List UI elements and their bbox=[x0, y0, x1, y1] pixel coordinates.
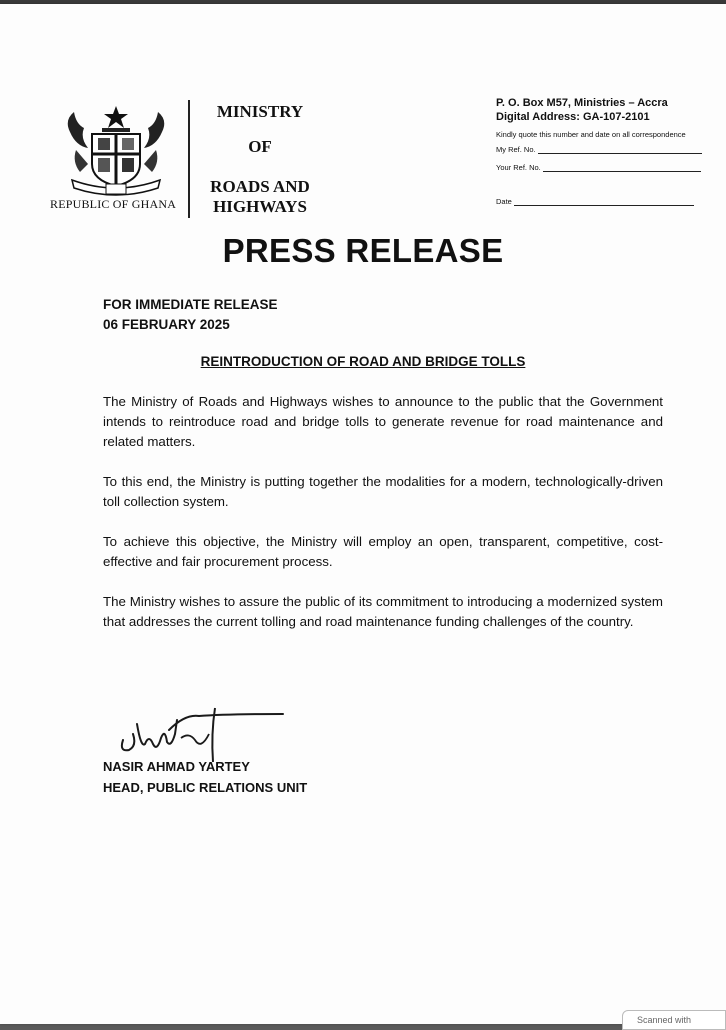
country-name: REPUBLIC OF GHANA bbox=[50, 197, 177, 211]
ministry-line: OF bbox=[248, 137, 272, 156]
release-body bbox=[103, 392, 663, 652]
date-label: Date bbox=[496, 197, 512, 206]
postal-address: P. O. Box M57, Ministries – Accra bbox=[496, 97, 668, 109]
handwritten-signature bbox=[115, 704, 285, 764]
your-ref-line bbox=[543, 163, 701, 172]
quote-note: Kindly quote this number and date on all correspondence bbox=[496, 130, 686, 139]
my-ref-label: My Ref. No. bbox=[496, 145, 536, 154]
address-block bbox=[496, 96, 702, 206]
release-info bbox=[103, 295, 278, 335]
scanner-watermark: Scanned with bbox=[622, 1010, 726, 1030]
subject-text: REINTRODUCTION OF ROAD AND BRIDGE TOLLS bbox=[200, 354, 526, 369]
signatory-name: NASIR AHMAD YARTEY bbox=[103, 759, 250, 774]
letterhead-divider bbox=[188, 100, 190, 218]
subject-heading bbox=[0, 353, 726, 371]
ministry-line: HIGHWAYS bbox=[213, 197, 307, 216]
digital-address: Digital Address: GA-107-2101 bbox=[496, 111, 650, 123]
your-ref-label: Your Ref. No. bbox=[496, 163, 541, 172]
body-paragraph: To achieve this objective, the Ministry will employ an open, transparent, competitive, cost-effective and fair procurement process. bbox=[103, 534, 663, 569]
signatory-position: HEAD, PUBLIC RELATIONS UNIT bbox=[103, 780, 308, 795]
date-field bbox=[496, 197, 702, 206]
document-title: PRESS RELEASE bbox=[222, 232, 504, 269]
body-paragraph: The Ministry of Roads and Highways wishes to announce to the public that the Government intends to reintroduce road and bridge tolls to generate revenue for road maintenance and related matters. bbox=[103, 394, 663, 449]
signatory-block bbox=[103, 756, 307, 798]
release-date: 06 FEBRUARY 2025 bbox=[103, 317, 230, 332]
body-paragraph: The Ministry wishes to assure the public of its commitment to introducing a modernized system that addresses the current tolling and road maintenance funding challenges of the country. bbox=[103, 594, 663, 629]
ministry-name bbox=[200, 102, 320, 217]
ministry-line: ROADS AND bbox=[210, 177, 310, 196]
ministry-line: MINISTRY bbox=[216, 102, 304, 121]
your-ref-field bbox=[496, 163, 702, 172]
body-paragraph: To this end, the Ministry is putting together the modalities for a modern, technologically-driven toll collection system. bbox=[103, 474, 663, 509]
date-line bbox=[514, 197, 694, 206]
my-ref-field bbox=[496, 145, 702, 154]
my-ref-line bbox=[538, 145, 702, 154]
release-type: FOR IMMEDIATE RELEASE bbox=[103, 297, 278, 312]
ghana-coat-of-arms-icon bbox=[62, 102, 170, 198]
press-release-page bbox=[0, 4, 726, 1024]
